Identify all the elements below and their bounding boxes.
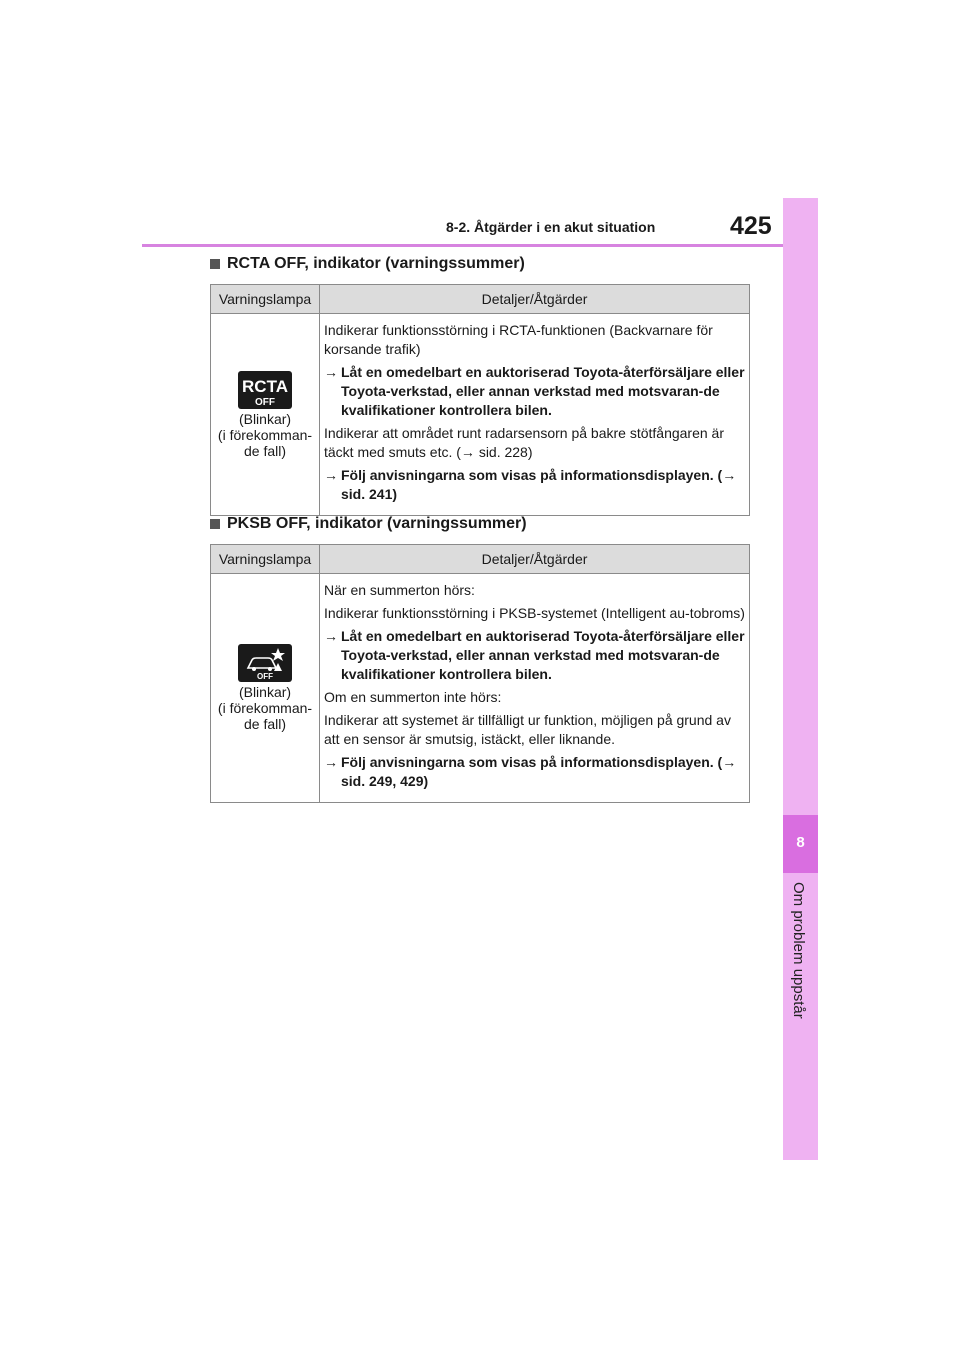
details-cell: [320, 314, 750, 516]
detail-text: Indikerar att området runt radarsensorn på bakre stötfångaren är täckt med smuts etc. (→ sid. 228): [324, 425, 724, 460]
col-header-lamp: Varningslampa: [211, 545, 320, 574]
table-header-row: [211, 545, 750, 574]
detail-action-text: Låt en omedelbart en auktoriserad Toyota-återförsäljare eller Toyota-verkstad, eller annan verkstad med motsvaran-de kvalifikationer kontrollera bilen.: [341, 364, 745, 418]
chapter-label: Om problem uppstår: [790, 882, 807, 1019]
details-cell: [320, 574, 750, 803]
page-number: 425: [730, 212, 772, 240]
square-bullet-icon: [210, 259, 220, 269]
lamp-cell: [211, 314, 320, 516]
rcta-icon-text: RCTA: [242, 376, 288, 396]
arrow-icon: →: [324, 364, 338, 380]
section-title: 8-2. Åtgärder i en akut situation: [446, 219, 656, 235]
col-header-details: Detaljer/Åtgärder: [320, 545, 750, 574]
lamp-note-line1: (i förekomman-: [217, 700, 313, 716]
lamp-state: (Blinkar): [238, 684, 292, 700]
rcta-section-title-text: RCTA OFF, indikator (varningssummer): [227, 255, 525, 272]
rcta-icon-off-text: OFF: [255, 396, 275, 408]
detail-action: [324, 466, 745, 504]
square-bullet-icon: [210, 519, 220, 529]
detail-action-text: Låt en omedelbart en auktoriserad Toyota-återförsäljare eller Toyota-verkstad, eller annan verkstad med motsvaran-de kvalifikationer kontrollera bilen.: [341, 628, 745, 682]
pksb-section-title: [210, 515, 527, 533]
detail-action-text: Följ anvisningarna som visas på informationsdisplayen. (→ sid. 241): [341, 467, 737, 502]
pksb-off-icon: [238, 644, 292, 682]
rcta-off-icon: [238, 371, 292, 409]
pksb-section-title-text: PKSB OFF, indikator (varningssummer): [227, 515, 527, 532]
col-header-details: Detaljer/Åtgärder: [320, 285, 750, 314]
detail-text: Indikerar funktionsstörning i RCTA-funktionen (Backvarnare för korsande trafik): [324, 322, 713, 357]
detail-action: [324, 363, 745, 420]
table-header-row: [211, 285, 750, 314]
pksb-warning-table: [210, 544, 750, 803]
rcta-section-title: [210, 255, 525, 273]
lamp-state: (Blinkar): [238, 410, 292, 427]
table-row: [211, 314, 750, 516]
arrow-icon: →: [324, 467, 338, 483]
pksb-icon-off-text: OFF: [257, 672, 273, 681]
chapter-number: 8: [796, 834, 805, 851]
arrow-icon: →: [324, 754, 338, 770]
detail-text: Om en summerton inte hörs:: [324, 689, 502, 705]
header-rule: [142, 244, 783, 247]
lamp-note-line1: (i förekomman-: [217, 426, 313, 443]
detail-action: [324, 627, 745, 684]
detail-text: Indikerar funktionsstörning i PKSB-systemet (Intelligent au-tobroms): [324, 605, 745, 621]
col-header-lamp: Varningslampa: [211, 285, 320, 314]
lamp-cell: [211, 574, 320, 803]
lamp-note-line2: de fall): [243, 442, 287, 459]
rcta-warning-table: [210, 284, 750, 516]
detail-action: [324, 753, 745, 791]
lamp-note-line2: de fall): [243, 716, 287, 732]
detail-text: När en summerton hörs:: [324, 582, 475, 598]
detail-text: Indikerar att systemet är tillfälligt ur funktion, möjligen på grund av att en sensor är smutsig, istäckt, eller liknande.: [324, 712, 731, 747]
detail-action-text: Följ anvisningarna som visas på informationsdisplayen. (→ sid. 249, 429): [341, 754, 737, 789]
arrow-icon: →: [324, 628, 338, 644]
table-row: [211, 574, 750, 803]
